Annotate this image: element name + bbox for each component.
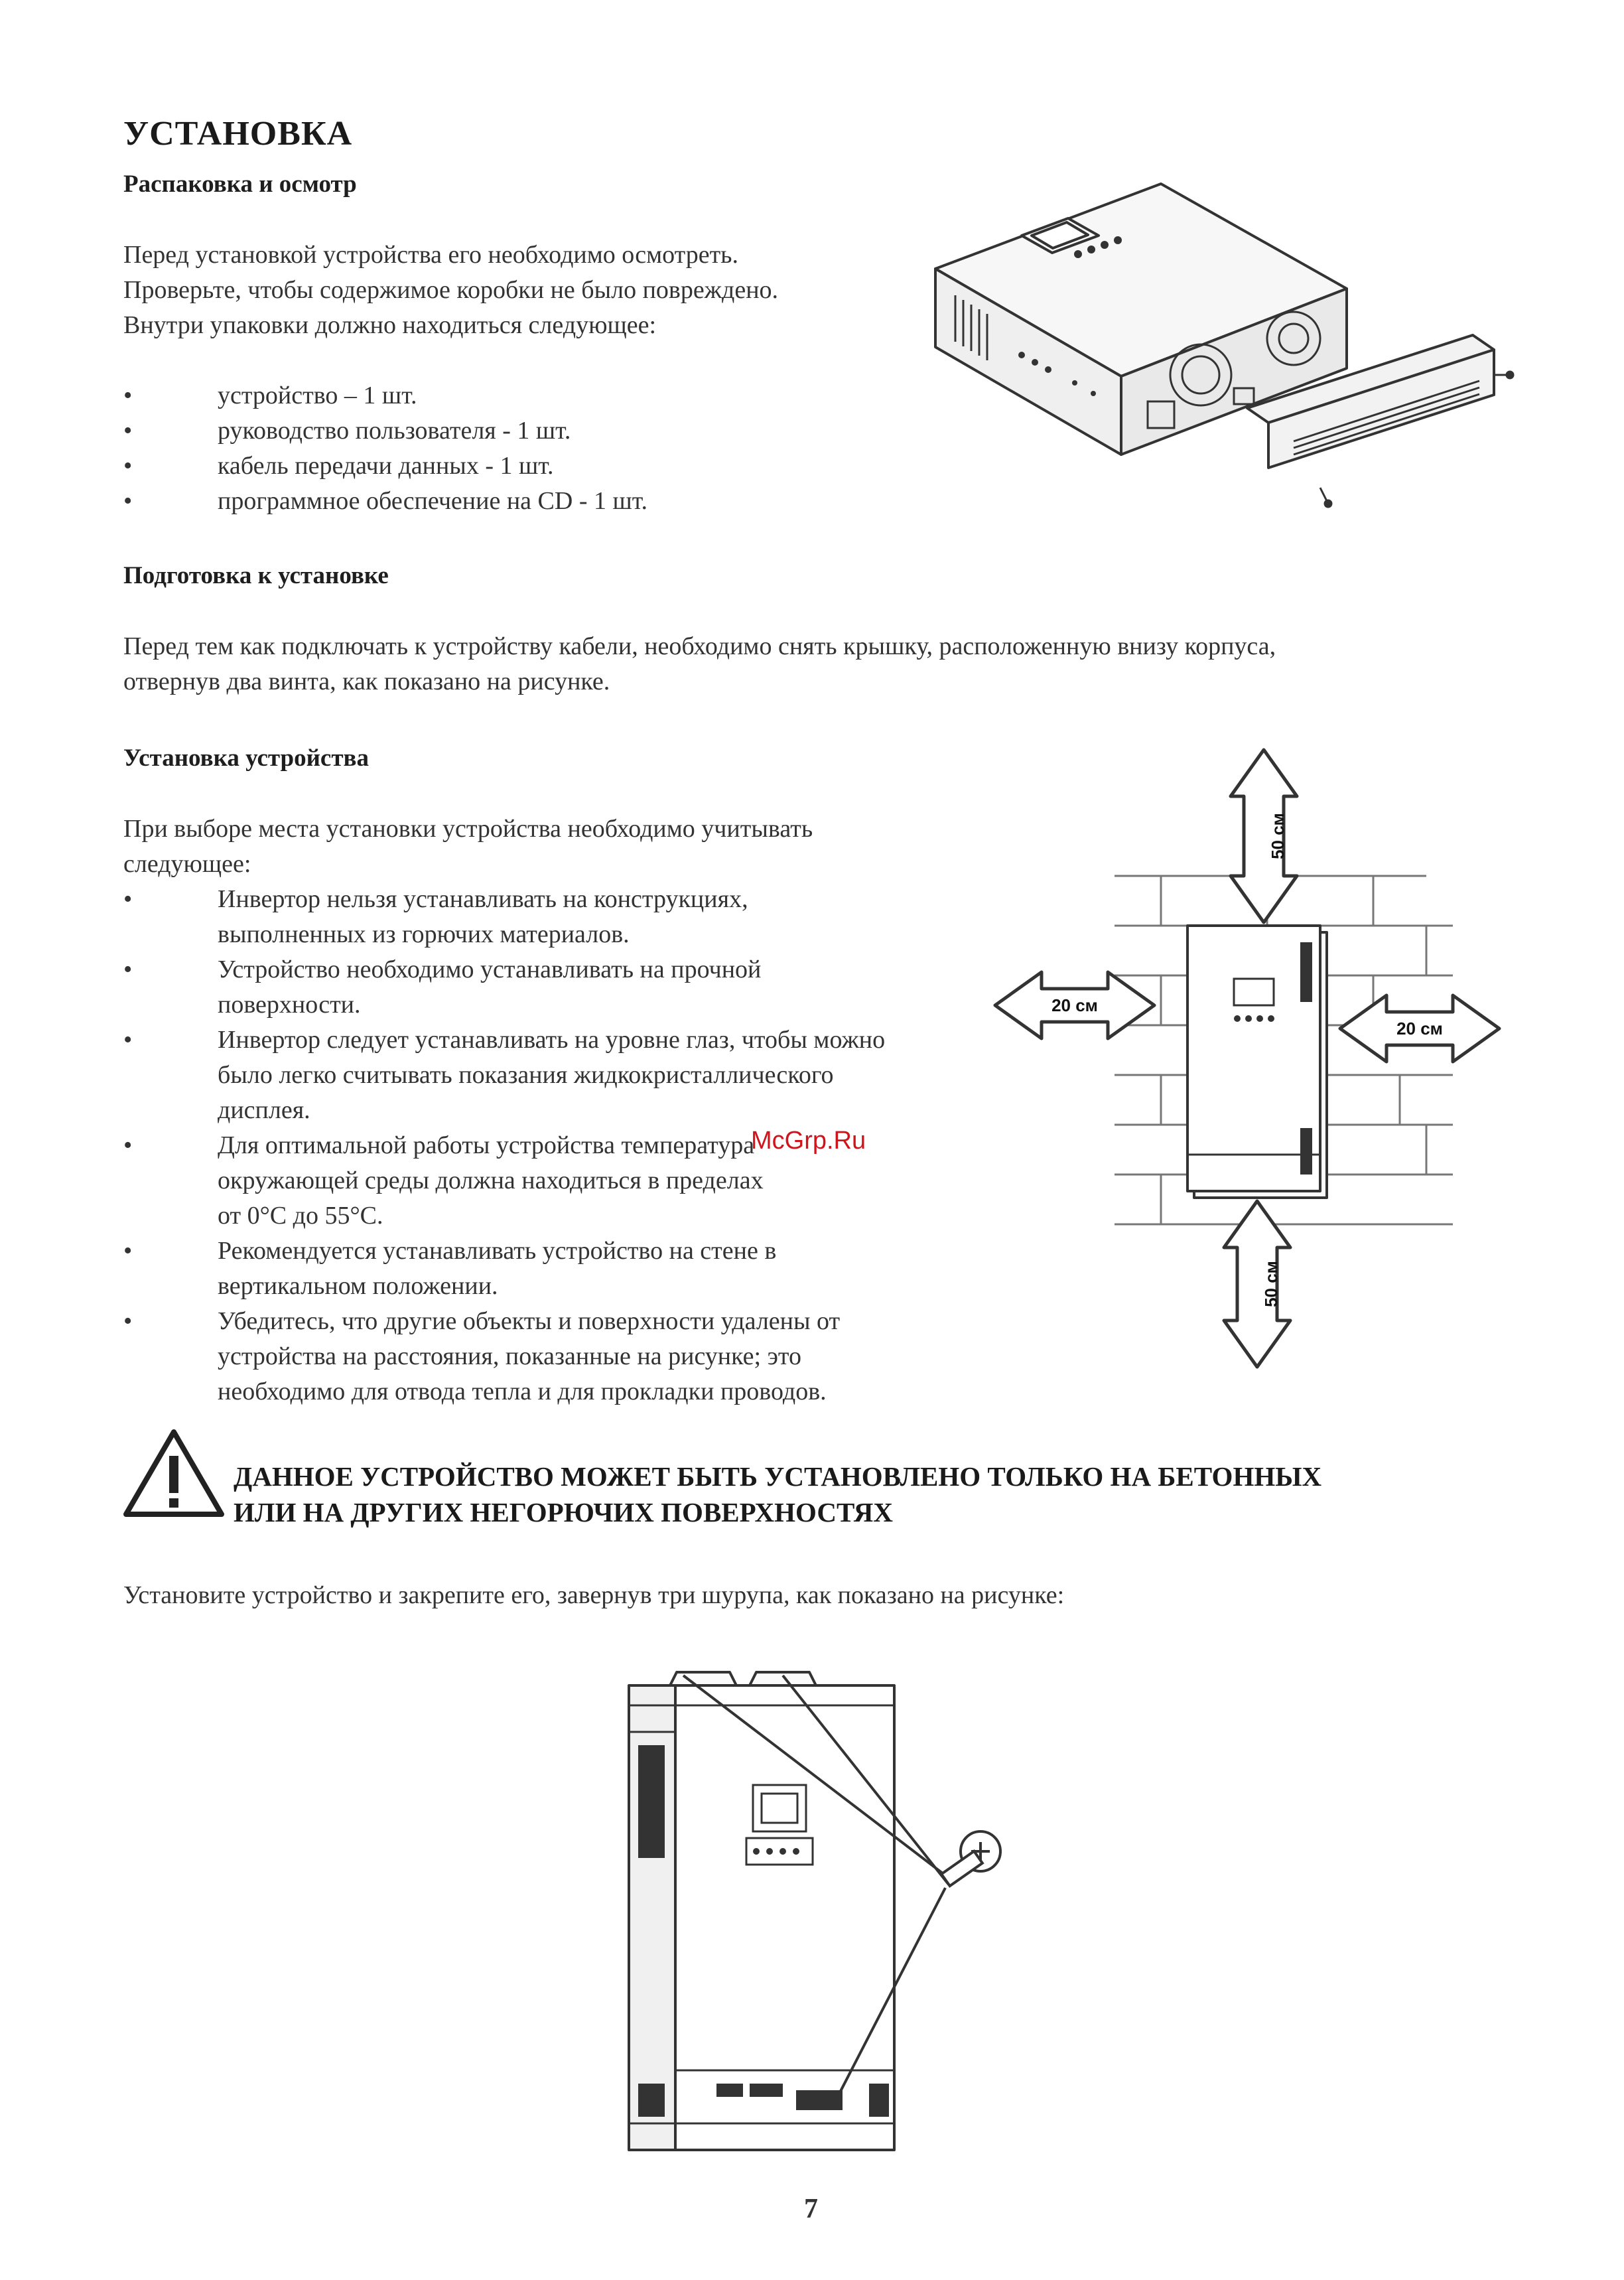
preparation-line: отвернув два винта, как показано на рисунке. xyxy=(123,668,610,695)
page-number: 7 xyxy=(804,2194,818,2224)
warning-text-line: ДАННОЕ УСТРОЙСТВО МОЖЕТ БЫТЬ УСТАНОВЛЕНО ТОЛЬКО НА БЕТОННЫХ xyxy=(234,1461,1322,1492)
section-heading-mounting: Установка устройства xyxy=(123,745,369,772)
mounting-intro-line: следующее: xyxy=(123,850,251,878)
warning-text-line: ИЛИ НА ДРУГИХ НЕГОРЮЧИХ ПОВЕРХНОСТЯХ xyxy=(234,1497,894,1528)
warning-icon xyxy=(121,1427,227,1520)
unpacking-line: Внутри упаковки должно находиться следующее: xyxy=(123,311,657,339)
clearance-label-right: 20 см xyxy=(1396,1019,1443,1038)
unpacking-line: Проверьте, чтобы содержимое коробки не было повреждено. xyxy=(123,276,779,304)
page-title: УСТАНОВКА xyxy=(123,115,353,153)
inverter-cover-illustration xyxy=(922,176,1519,514)
watermark: McGrp.Ru xyxy=(751,1127,866,1155)
clearance-label-left: 20 см xyxy=(1051,995,1098,1015)
clearance-label-bottom: 50 см xyxy=(1261,1261,1281,1307)
section-heading-unpacking: Распаковка и осмотр xyxy=(123,171,357,198)
fix-instruction: Установите устройство и закрепите его, завернув три шурупа, как показано на рисунке: xyxy=(123,1581,1065,1609)
clearance-label-top: 50 см xyxy=(1268,813,1288,859)
clearance-diagram xyxy=(988,743,1519,1380)
screw-mounting-illustration xyxy=(617,1659,1042,2163)
preparation-line: Перед тем как подключать к устройству кабели, необходимо снять крышку, расположенную внизу корпуса, xyxy=(123,632,1276,660)
unpacking-line: Перед установкой устройства его необходимо осмотреть. xyxy=(123,241,739,269)
mounting-intro-line: При выборе места установки устройства необходимо учитывать xyxy=(123,815,813,843)
section-heading-preparation: Подготовка к установке xyxy=(123,562,389,589)
